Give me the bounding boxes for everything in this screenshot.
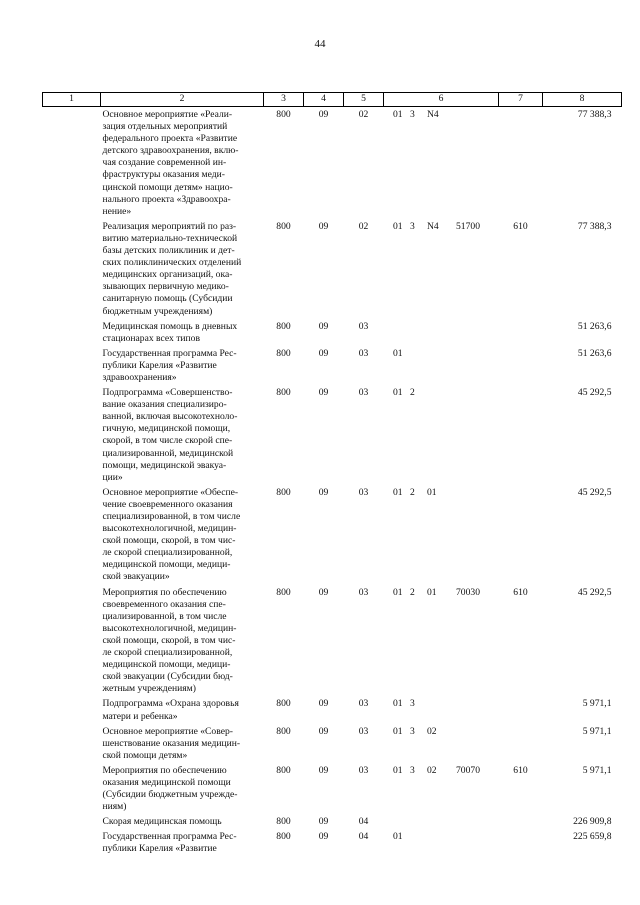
target-code-part: 51700 [456,220,480,232]
row-target-code [384,487,499,587]
row-name: Подпрограмма «Охрана здоровья матери и ребенка» [102,698,239,722]
target-code-part: 01 [393,109,403,120]
row-amount: 45 292,5 [577,387,612,399]
row-code-7: 610 [513,220,528,232]
row-empty-cell [43,221,101,321]
col-header-5: 5 [344,93,384,107]
target-code-part: N4 [427,220,439,232]
target-code-part: 01 [393,586,403,598]
row-name: Основное мероприятие «Реали- зация отдельных мероприятий федерального проекта «Развитие детского здравоохранения, вклю- чая создание современной ин- фраструктуры оказания меди- цинской помощи детям» нацио- нального проекта «Здравоохра- нение» [102,109,239,217]
row-code-7 [499,321,543,348]
header-row [43,93,622,107]
row-empty-cell [43,726,101,765]
row-target-code [384,698,499,725]
row-code-4: 09 [318,698,329,710]
target-code-part: 01 [427,486,437,498]
row-target-code [384,831,499,858]
target-code-part: 01 [393,725,403,737]
row-target-code [384,221,499,321]
table-row [43,487,622,587]
row-name: Медицинская помощь в дневных стационарах всех типов [102,320,238,344]
row-target-code [384,348,499,387]
row-code-3: 800 [276,816,291,828]
target-code-part: 02 [427,764,437,776]
row-code-7 [499,487,543,587]
row-empty-cell [43,387,101,487]
row-amount: 77 388,3 [577,220,612,232]
col-header-2: 2 [101,93,264,107]
target-code-part: 3 [410,725,415,737]
row-code-5: 03 [358,347,369,359]
target-code-part: 01 [393,698,403,710]
row-empty-cell [43,487,101,587]
row-code-7 [499,387,543,487]
row-name: Мероприятия по обеспечению своевременного оказания спе- циализированной, в том числе высокотехнологичной, медицин- ской помощи, скорой, в том чис- ле скорой специализированной, медицинской помощи, медици- ской эвакуации (Субсидии бюд- жетным учреждениям) [102,586,237,695]
row-code-4: 09 [318,764,329,776]
row-code-4: 09 [318,486,329,498]
row-name: Государственная программа Рес- публики Карелия «Развитие здравоохранения» [102,347,237,383]
row-empty-cell [43,698,101,725]
table-row [43,387,622,487]
col-header-4: 4 [304,93,344,107]
row-code-4: 09 [318,387,329,399]
row-code-7 [499,831,543,858]
row-code-3: 800 [276,764,291,776]
row-empty-cell [43,765,101,816]
target-code-part: 3 [410,109,415,120]
target-code-part: 02 [427,725,437,737]
row-code-7: 610 [513,586,528,598]
row-empty-cell [43,321,101,348]
row-amount: 5 971,1 [582,698,612,710]
row-code-3: 800 [276,698,291,710]
row-code-7: 610 [513,764,528,776]
row-target-code [384,765,499,816]
col-header-7: 7 [499,93,543,107]
row-code-5: 02 [358,109,369,120]
row-amount: 45 292,5 [577,486,612,498]
target-code-part: 01 [393,387,403,399]
row-code-3: 800 [276,831,291,843]
row-target-code [384,587,499,699]
table-row [43,698,622,725]
col-header-1: 1 [43,93,101,107]
row-code-3: 800 [276,725,291,737]
row-name: Основное мероприятие «Обеспе- чение своевременного оказания специализированной, в том числе высокотехнологичной, медицин- ской помощи, скорой, в том чис- ле скорой специализированной, медицинской помощи, медици- ской эвакуации» [102,486,241,583]
target-code-part: 01 [393,220,403,232]
row-code-3: 800 [276,320,291,332]
row-code-4: 09 [318,220,329,232]
target-code-part: 3 [410,764,415,776]
target-code-part: 01 [427,586,437,598]
row-empty-cell [43,816,101,831]
row-amount: 51 263,6 [577,347,612,359]
col-header-8: 8 [543,93,622,107]
row-code-7 [499,698,543,725]
target-code-part: 3 [410,220,415,232]
row-amount: 225 659,8 [573,831,612,843]
col-header-6: 6 [384,93,499,107]
table-row [43,816,622,831]
target-code-part: 70070 [456,764,480,776]
row-code-5: 03 [358,320,369,332]
budget-table [42,92,622,859]
row-empty-cell [43,348,101,387]
row-code-4: 09 [318,320,329,332]
row-code-3: 800 [276,220,291,232]
target-code-part: 70030 [456,586,480,598]
row-code-4: 09 [318,347,329,359]
row-name: Государственная программа Рес- публики Карелия «Развитие [102,831,237,855]
row-code-3: 800 [276,387,291,399]
row-code-5: 03 [358,387,369,399]
target-code-part: 2 [410,387,415,399]
row-code-5: 02 [358,220,369,232]
row-name: Подпрограмма «Совершенство- вание оказания специализиро- ванной, включая высокотехноло- гичную, медицинской помощи, скорой, в том числе скорой спе- циализированной, медицинской помощи, медицинской эвакуа- ции» [102,387,238,483]
row-code-5: 03 [358,725,369,737]
row-code-4: 09 [318,586,329,598]
target-code-part: 01 [393,764,403,776]
table-row [43,321,622,348]
row-code-7 [499,348,543,387]
row-code-5: 03 [358,586,369,598]
row-name: Мероприятия по обеспечению оказания медицинской помощи (Субсидии бюджетным учрежде- ниям) [102,764,238,813]
row-code-5: 04 [358,831,369,843]
target-code-part: 2 [410,586,415,598]
table-row [43,831,622,858]
row-code-3: 800 [276,347,291,359]
target-code-part: 01 [393,486,403,498]
row-amount: 77 388,3 [577,109,612,120]
row-target-code [384,816,499,831]
row-code-5: 03 [358,698,369,710]
table-row [43,587,622,699]
target-code-part: N4 [427,109,439,120]
row-code-4: 09 [318,725,329,737]
row-target-code [384,387,499,487]
target-code-part: 01 [393,347,403,359]
row-code-5: 03 [358,764,369,776]
table-row [43,221,622,321]
row-target-code [384,726,499,765]
row-amount: 51 263,6 [577,320,612,332]
row-code-7 [499,107,543,221]
target-code-part: 2 [410,486,415,498]
col-header-3: 3 [264,93,304,107]
row-target-code [384,107,499,221]
row-code-4: 09 [318,816,329,828]
row-name: Основное мероприятие «Совер- шенствование оказания медицин- ской помощи детям» [102,725,241,761]
row-code-7 [499,816,543,831]
row-amount: 5 971,1 [582,725,612,737]
target-code-part: 3 [410,698,415,710]
row-code-3: 800 [276,586,291,598]
row-empty-cell [43,587,101,699]
row-name: Реализация мероприятий по раз- витию материально-технической базы детских поликлиник и дет- ских поликлинических отделений медицинских организаций, ока- зывающих первичную медико- санитарную помощь (Субсидии бюджетным учреждениям) [102,220,242,317]
row-code-3: 800 [276,486,291,498]
table-body [43,107,622,859]
row-code-4: 09 [318,831,329,843]
table-row [43,765,622,816]
target-code-part: 01 [393,831,403,843]
table-row [43,726,622,765]
row-code-7 [499,726,543,765]
table-row [43,348,622,387]
row-name: Скорая медицинская помощь [102,816,222,828]
page-number: 44 [314,38,326,50]
row-empty-cell [43,831,101,858]
row-amount: 5 971,1 [582,764,612,776]
table-row [43,107,622,221]
row-code-5: 03 [358,486,369,498]
row-code-5: 04 [358,816,369,828]
row-empty-cell [43,107,101,221]
row-target-code [384,321,499,348]
row-code-3: 800 [276,109,291,120]
row-code-4: 09 [318,109,329,120]
row-amount: 226 909,8 [573,816,612,828]
row-amount: 45 292,5 [577,586,612,598]
